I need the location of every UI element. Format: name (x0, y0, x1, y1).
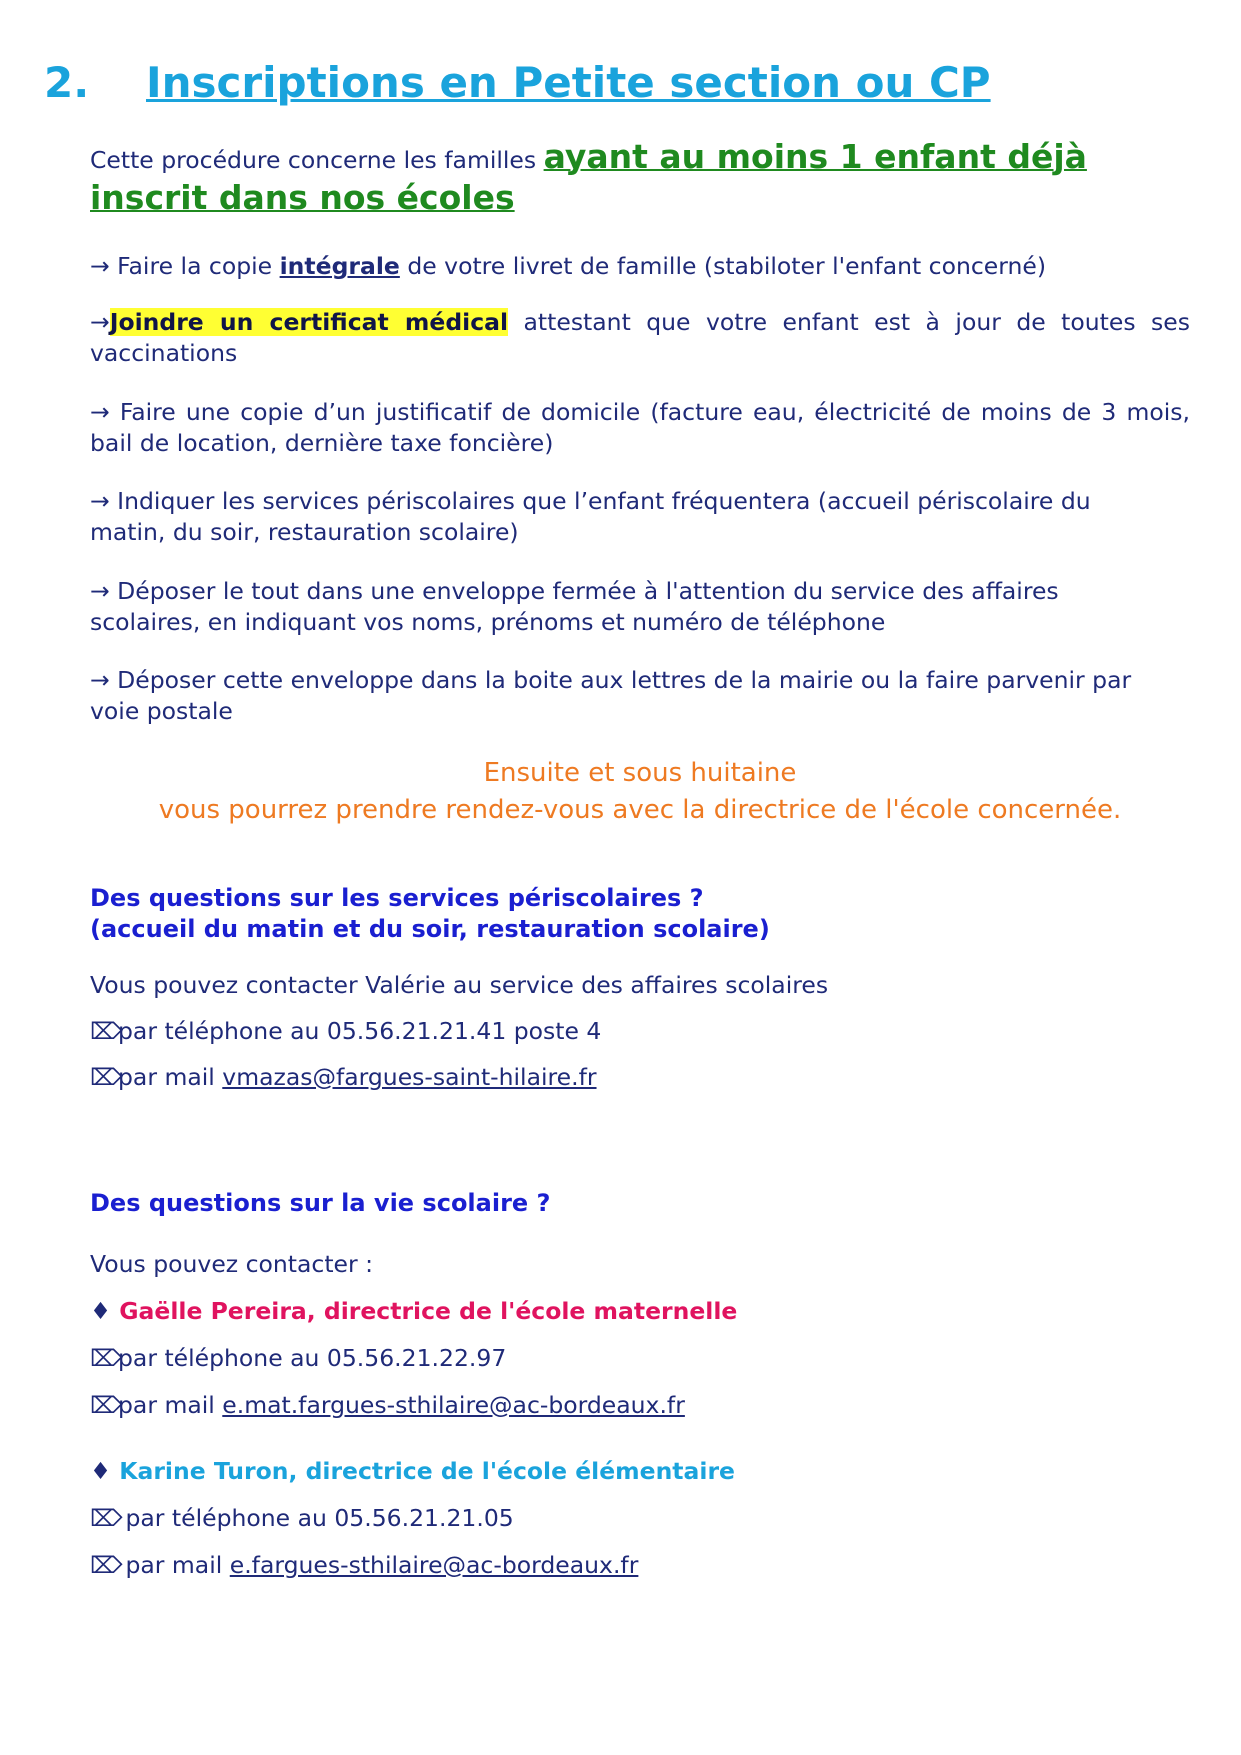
elementaire-mail (90, 1550, 638, 1582)
notice (90, 755, 1190, 829)
elementaire-director (90, 1456, 735, 1487)
step-6 (90, 665, 1170, 727)
periscolaire-heading-line-2: (accueil du matin et du soir, restauration scolaire) (90, 915, 770, 943)
diamond-bullet-icon: ♦ (90, 1457, 112, 1485)
step-1 (90, 251, 1046, 282)
intro-text: Cette procédure concerne les familles (90, 146, 544, 174)
delete-right-icon: ⌦ (90, 1553, 123, 1579)
periscolaire-mail-label: par mail (118, 1063, 223, 1091)
step-4-text: Indiquer les services périscolaires que l’enfant fréquentera (accueil périscolaire du matin, du soir, restauration scolaire) (90, 487, 1091, 546)
step-1-text-a: Faire la copie (109, 252, 280, 280)
step-2-text: attestant que votre enfant est à jour de toutes ses vaccinations (90, 308, 1190, 367)
vie-scolaire-contact: Vous pouvez contacter : (90, 1250, 374, 1278)
step-2 (90, 307, 1190, 369)
vie-scolaire-heading: Des questions sur la vie scolaire ? (90, 1189, 551, 1217)
periscolaire-phone-text: par téléphone au 05.56.21.21.41 poste 4 (118, 1017, 602, 1045)
step-5 (90, 576, 1170, 638)
notice-line-2: vous pourrez prendre rendez-vous avec la directrice de l'école concernée. (158, 795, 1122, 825)
periscolaire-heading (90, 883, 770, 945)
section-number: 2. (44, 58, 90, 107)
intro-emphasis: ayant au moins 1 enfant déjà inscrit dans nos écoles (90, 137, 1087, 217)
step-1-text-b: de votre livret de famille (stabiloter l'enfant concerné) (399, 252, 1047, 280)
step-4 (90, 486, 1170, 548)
step-2-highlight: Joindre un certificat médical (109, 308, 509, 336)
arrow-icon: → (90, 398, 110, 426)
periscolaire-contact: Vous pouvez contacter Valérie au service des affaires scolaires (90, 971, 829, 999)
elementaire-director-name: Karine Turon, directrice de l'école élémentaire (119, 1457, 735, 1485)
delete-right-icon: ⌦ (90, 1393, 123, 1419)
periscolaire-mail-link[interactable]: vmazas@fargues-saint-hilaire.fr (222, 1063, 597, 1091)
maternelle-mail-link[interactable]: e.mat.fargues-sthilaire@ac-bordeaux.fr (222, 1391, 685, 1419)
elementaire-phone (90, 1503, 514, 1535)
step-5-text: Déposer le tout dans une enveloppe fermée à l'attention du service des affaires scolaires, en indiquant vos noms, prénoms et numéro de téléphone (90, 577, 1059, 636)
notice-line-1: Ensuite et sous huitaine (483, 758, 797, 788)
periscolaire-heading-line-1: Des questions sur les services périscolaires ? (90, 884, 704, 912)
diamond-bullet-icon: ♦ (90, 1297, 112, 1325)
periscolaire-phone (90, 1016, 601, 1048)
maternelle-director-name: Gaëlle Pereira, directrice de l'école maternelle (119, 1297, 738, 1325)
page-title (44, 58, 991, 107)
step-3-text: Faire une copie d’un justificatif de domicile (facture eau, électricité de moins de 3 mois, bail de location, dernière taxe foncière) (90, 398, 1190, 457)
maternelle-mail (90, 1390, 685, 1422)
intro-paragraph (90, 138, 1190, 220)
elementaire-mail-label: par mail (118, 1551, 230, 1579)
step-1-bold: intégrale (279, 252, 400, 280)
periscolaire-mail (90, 1062, 597, 1094)
maternelle-mail-label: par mail (118, 1391, 223, 1419)
delete-right-icon: ⌦ (90, 1019, 123, 1045)
step-3 (90, 397, 1190, 459)
delete-right-icon: ⌦ (90, 1065, 123, 1091)
maternelle-director (90, 1296, 737, 1327)
arrow-icon: → (90, 577, 110, 605)
arrow-icon: → (90, 666, 110, 694)
elementaire-mail-link[interactable]: e.fargues-sthilaire@ac-bordeaux.fr (229, 1551, 639, 1579)
elementaire-phone-text: par téléphone au 05.56.21.21.05 (118, 1504, 514, 1532)
arrow-icon: → (90, 308, 110, 336)
maternelle-phone (90, 1343, 506, 1375)
arrow-icon: → (90, 252, 110, 280)
arrow-icon: → (90, 487, 110, 515)
step-6-text: Déposer cette enveloppe dans la boite aux lettres de la mairie ou la faire parvenir par voie postale (90, 666, 1132, 725)
delete-right-icon: ⌦ (90, 1346, 123, 1372)
maternelle-phone-text: par téléphone au 05.56.21.22.97 (118, 1344, 507, 1372)
section-title: Inscriptions en Petite section ou CP (146, 58, 991, 107)
delete-right-icon: ⌦ (90, 1506, 123, 1532)
